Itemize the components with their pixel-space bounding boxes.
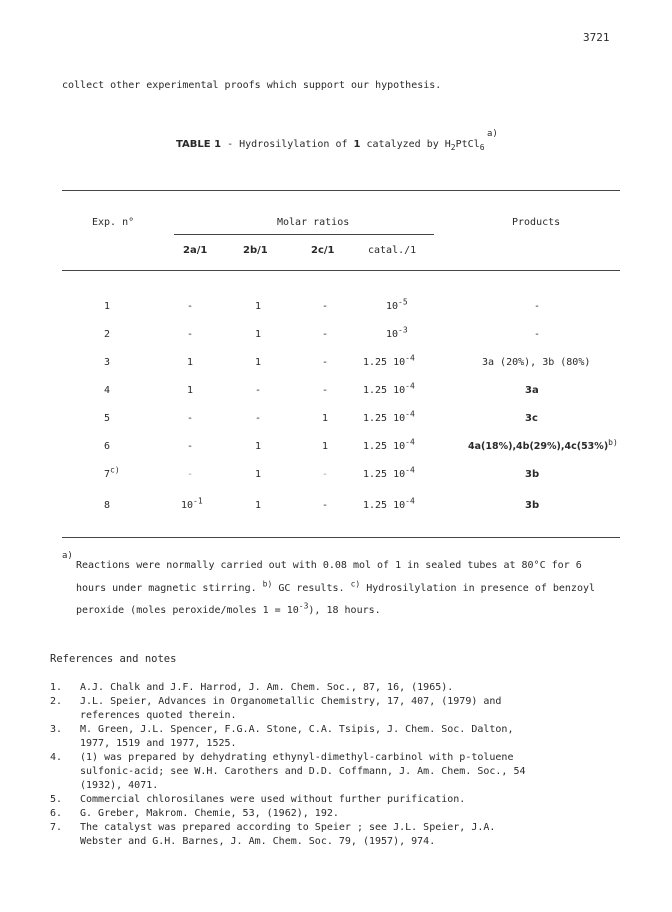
row-2b: 1 [255, 329, 262, 340]
footnote-c-mark: c) [350, 579, 361, 589]
catal-exponent: -4 [405, 437, 415, 447]
ref-number: 1. [50, 682, 63, 693]
row-catal [363, 465, 415, 480]
row-exp: 2 [104, 329, 111, 340]
row-product: 3a (20%), 3b (80%) [482, 357, 591, 368]
row-product: 3b [525, 500, 540, 511]
row-exp [104, 465, 120, 480]
row-2b: - [255, 385, 262, 396]
row-2a: - [187, 441, 194, 452]
header-2c: 2c/1 [311, 245, 335, 256]
row-exp: 1 [104, 301, 111, 312]
catal-base: 1.25 10 [363, 413, 406, 424]
row-exp: 5 [104, 413, 111, 424]
ref-number: 7. [50, 822, 63, 833]
caption-mid: catalyzed by H [360, 139, 451, 150]
caption-ptcl: PtCl [455, 139, 480, 150]
catal-exponent: -4 [405, 409, 415, 419]
row-2c: 1 [322, 413, 329, 424]
catal-base: 1.25 10 [363, 357, 406, 368]
catal-base: 1.25 10 [363, 385, 406, 396]
ratio-base: 10 [181, 500, 194, 511]
caption-compound: 1 [353, 139, 361, 150]
footnote-text: Hydrosilylation in presence of benzoyl [360, 583, 596, 594]
ref-number: 3. [50, 724, 63, 735]
catal-base: 10 [386, 301, 399, 312]
page-number: 3721 [583, 31, 610, 44]
row-2c: - [322, 469, 329, 480]
row-product: 3a [525, 385, 539, 396]
exp-number: 7 [104, 469, 111, 480]
ref-number: 4. [50, 752, 63, 763]
row-2b: 1 [255, 301, 262, 312]
row-2c: 1 [322, 441, 329, 452]
ref-text: M. Green, J.L. Spencer, F.G.A. Stone, C.A. Tsipis, J. Chem. Soc. Dalton, [80, 724, 514, 735]
row-product: - [534, 301, 541, 312]
footnote-line-2 [76, 579, 596, 594]
header-catal: catal./1 [368, 245, 417, 256]
header-products: Products [512, 217, 561, 228]
header-2b: 2b/1 [243, 245, 268, 256]
row-2a: - [187, 301, 194, 312]
catal-exponent: -3 [398, 325, 408, 335]
row-catal [386, 325, 408, 340]
row-2a: - [187, 329, 194, 340]
row-2a: - [187, 469, 194, 480]
row-2b: 1 [255, 441, 262, 452]
row-2a: 1 [187, 385, 194, 396]
row-product: 3b [525, 469, 540, 480]
footnote-text: hours under magnetic stirring. [76, 583, 257, 594]
catal-base: 1.25 10 [363, 441, 406, 452]
product-text: 4a(18%),4b(29%),4c(53%) [468, 441, 609, 452]
header-2a: 2a/1 [183, 245, 208, 256]
row-2b: - [255, 413, 262, 424]
ref-number: 5. [50, 794, 63, 805]
ref-number: 6. [50, 808, 63, 819]
caption-sub-2: 2 [450, 143, 456, 152]
catal-base: 10 [386, 329, 399, 340]
row-catal [363, 353, 415, 368]
catal-exponent: -4 [405, 381, 415, 391]
row-2b: 1 [255, 469, 262, 480]
row-2b: 1 [255, 500, 262, 511]
intro-line: collect other experimental proofs which support our hypothesis. [62, 80, 442, 91]
footnote-line-3 [76, 601, 381, 616]
ref-number: 2. [50, 696, 63, 707]
ref-text: (1) was prepared by dehydrating ethynyl-dimethyl-carbinol with p-toluene [80, 752, 514, 763]
ref-text: Webster and G.H. Barnes, J. Am. Chem. Soc. 79, (1957), 974. [80, 836, 436, 847]
catal-exponent: -5 [398, 297, 408, 307]
caption-footnote-mark: a) [487, 129, 498, 139]
header-bottom-rule [62, 270, 620, 271]
ref-text: sulfonic-acid; see W.H. Carothers and D.D. Coffmann, J. Am. Chem. Soc., 54 [80, 766, 526, 777]
row-catal [386, 297, 408, 312]
catal-base: 1.25 10 [363, 500, 406, 511]
row-exp: 6 [104, 441, 111, 452]
header-exp: Exp. n° [92, 217, 135, 228]
row-2a [181, 496, 203, 511]
catal-exponent: -4 [405, 353, 415, 363]
row-2a: 1 [187, 357, 194, 368]
row-2c: - [322, 329, 329, 340]
row-exp: 8 [104, 500, 111, 511]
footnote-line-1: Reactions were normally carried out with 0.08 mol of 1 in sealed tubes at 80°C for 6 [76, 560, 582, 571]
ratio-exponent: -1 [193, 496, 203, 506]
caption-text: - Hydrosilylation of [221, 139, 354, 150]
footnote-a-mark: a) [62, 551, 73, 561]
row-2c: - [322, 357, 329, 368]
row-2c: - [322, 301, 329, 312]
table-label: TABLE 1 [176, 139, 222, 150]
ref-text: The catalyst was prepared according to Speier ; see J.L. Speier, J.A. [80, 822, 496, 833]
table-bottom-rule [62, 537, 620, 538]
exp-footnote-mark: c) [110, 465, 120, 475]
ref-text: J.L. Speier, Advances in Organometallic Chemistry, 17, 407, (1979) and [80, 696, 502, 707]
ref-text: G. Greber, Makrom. Chemie, 53, (1962), 192. [80, 808, 339, 819]
catal-base: 1.25 10 [363, 469, 406, 480]
row-exp: 4 [104, 385, 111, 396]
ref-text: 1977, 1519 and 1977, 1525. [80, 738, 237, 749]
catal-exponent: -4 [405, 465, 415, 475]
references-heading: References and notes [50, 653, 177, 665]
footnote-text: peroxide (moles peroxide/moles 1 = 10 [76, 605, 299, 616]
product-footnote-mark: b) [608, 437, 618, 447]
footnote-text: ), 18 hours. [308, 605, 381, 616]
row-catal [363, 437, 415, 452]
table-caption [176, 139, 485, 150]
ref-text: (1932), 4071. [80, 780, 159, 791]
row-product [468, 437, 618, 452]
molar-ratios-rule [174, 234, 434, 235]
row-catal [363, 381, 415, 396]
row-2c: - [322, 500, 329, 511]
row-product: - [534, 329, 541, 340]
row-catal [363, 409, 415, 424]
footnote-text: GC results. [272, 583, 345, 594]
ref-text: A.J. Chalk and J.F. Harrod, J. Am. Chem. Soc., 87, 16, (1965). [80, 682, 454, 693]
row-catal [363, 496, 415, 511]
row-2a: - [187, 413, 194, 424]
footnote-b-mark: b) [262, 579, 273, 589]
row-2b: 1 [255, 357, 262, 368]
row-product: 3c [525, 413, 538, 424]
row-2c: - [322, 385, 329, 396]
ref-text: Commercial chlorosilanes were used without further purification. [80, 794, 466, 805]
header-molar-ratios: Molar ratios [277, 217, 350, 228]
row-exp: 3 [104, 357, 111, 368]
catal-exponent: -4 [405, 496, 415, 506]
caption-sub-6: 6 [479, 143, 485, 152]
footnote-exponent: -3 [298, 601, 309, 611]
ref-text: references quoted therein. [80, 710, 237, 721]
table-top-rule [62, 190, 620, 191]
